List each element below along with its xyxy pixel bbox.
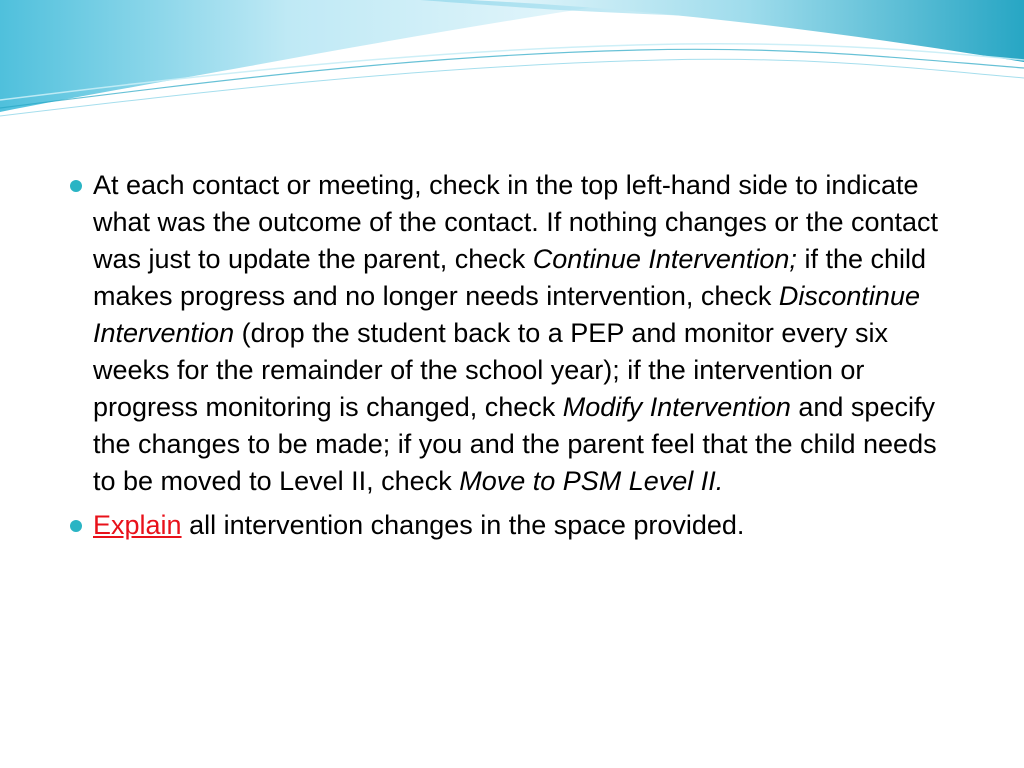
bullet-text: At each contact or meeting, check in the top left-hand side to indicate what was the outcome of the contact. If nothing changes or the contact was just to update the parent, check: [93, 170, 939, 274]
italic-option-text: Modify Intervention: [562, 392, 791, 422]
explain-link[interactable]: Explain: [93, 510, 182, 540]
bullet-dot-icon: [70, 180, 82, 192]
bullet-text: all intervention changes in the space provided.: [181, 510, 745, 540]
bullet-item: [70, 507, 960, 544]
wave-header-decoration: [0, 0, 1024, 125]
bullet-text: if the child makes progress and no longer needs intervention, check: [93, 244, 927, 311]
bullet-list: [70, 167, 960, 544]
bullet-text: and specify the changes to be made; if you and the parent feel that the child needs to be moved to Level II, check: [93, 392, 937, 496]
bullet-item: [70, 167, 960, 500]
bullet-text: (drop the student back to a PEP and monitor every six weeks for the remainder of the school year); if the intervention or progress monitoring is changed, check: [93, 318, 888, 422]
italic-option-text: Move to PSM Level II.: [459, 466, 724, 496]
italic-option-text: Continue Intervention;: [532, 244, 797, 274]
slide-body: [70, 167, 960, 551]
italic-option-text: Discontinue Intervention: [93, 281, 920, 348]
bullet-dot-icon: [70, 520, 82, 532]
wave-band-left: [0, 0, 640, 112]
